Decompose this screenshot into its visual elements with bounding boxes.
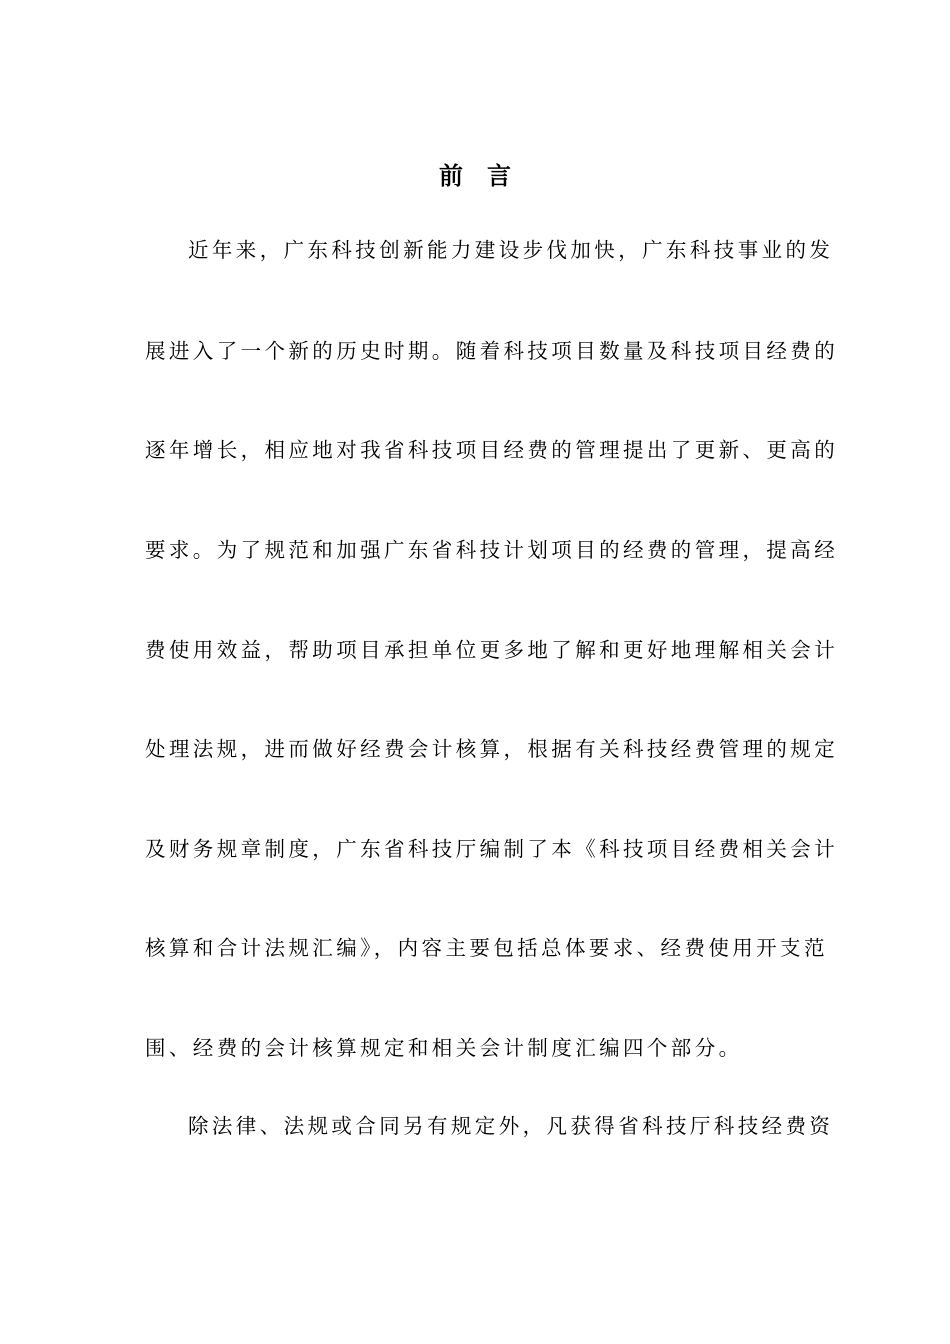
page-title: 前言	[439, 161, 535, 190]
paragraph-line: 费使用效益，帮助项目承担单位更多地了解和更好地理解相关会计	[145, 638, 839, 662]
paragraph-line: 及财务规章制度，广东省科技厅编制了本《科技项目经费相关会计	[145, 837, 839, 861]
paragraph-line: 要求。为了规范和加强广东省科技计划项目的经费的管理，提高经	[145, 538, 839, 562]
paragraph-line: 处理法规，进而做好经费会计核算，根据有关科技经费管理的规定	[145, 737, 839, 761]
paragraph-line: 逐年增长，相应地对我省科技项目经费的管理提出了更新、更高的	[145, 438, 839, 462]
paragraph-line: 核算和合计法规汇编》，内容主要包括总体要求、经费使用开支范	[145, 936, 828, 960]
paragraph-line: 除法律、法规或合同另有规定外，凡获得省科技厅科技经费资	[188, 1114, 834, 1138]
paragraph-line: 近年来，广东科技创新能力建设步伐加快，广东科技事业的发	[188, 238, 834, 262]
paragraph-line: 展进入了一个新的历史时期。随着科技项目数量及科技项目经费的	[145, 339, 839, 363]
paragraph-line: 围、经费的会计核算规定和相关会计制度汇编四个部分。	[145, 1036, 743, 1060]
